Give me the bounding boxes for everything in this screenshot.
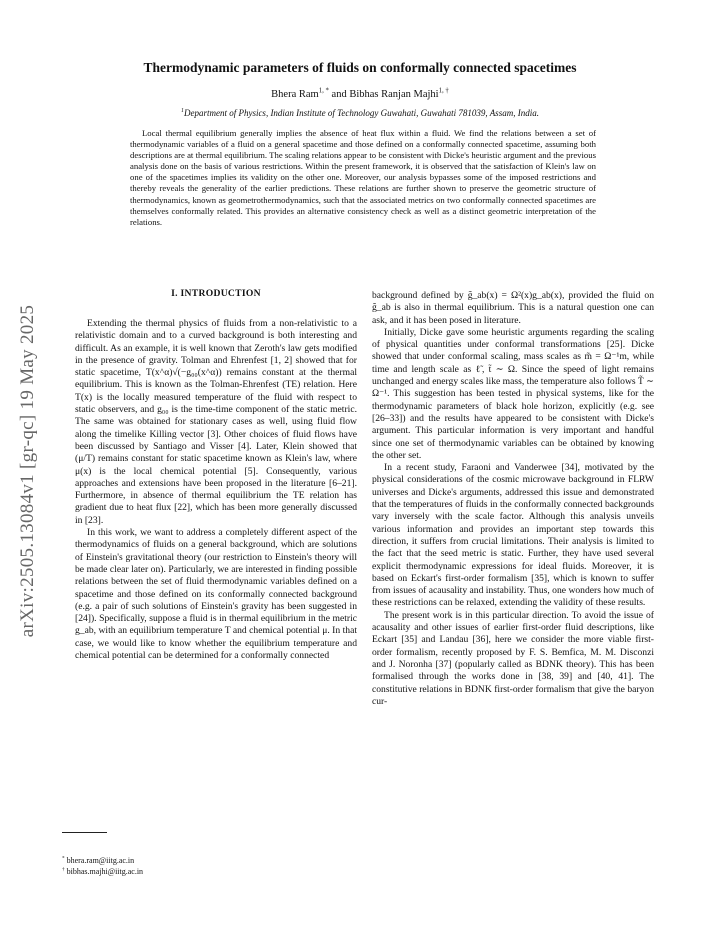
author-name: Bhera Ram <box>271 89 319 100</box>
arxiv-identifier: arXiv:2505.13084v1 [gr-qc] 19 May 2025 <box>17 304 38 638</box>
footnote-email: bhera.ram@iitg.ac.in <box>66 856 135 865</box>
right-column <box>372 290 654 708</box>
paragraph: Extending the thermal physics of fluids from a non-relativistic to a relativistic domain and to a curved background is both interesting and difficult. As an example, it is well known that Zeroth's law gets modified in the presence of gravity. Tolman and Ehrenfest [1, 2] showed that for static spacetime, T(x^α)√(−g₀₀(x^α)) remains constant at the thermal equilibrium. This is known as the Tolman-Ehrenfest (TE) relation. Here T(x) is the locally measured temperature of the fluid with respect to static observers, and g₀₀ is the time-time component of the static metric. The same was obtained for stationary cases as well, using fluid flow along the timelike Killing vector [3]. Other choices of fluid flows have been discussed by Santiago and Visser [4]. Later, Klein showed that (μ/T) remains constant for static spacetime known as Klein's law, where μ(x) is the local chemical potential [5]. Consequently, various approaches and extensions have been proposed in the literature [6–21]. Furthermore, in absence of thermal equilibrium the TE relation has gradient due to heat flux [22], which has been more generally discussed in [23]. <box>75 318 357 526</box>
author-name: Bibhas Ranjan Majhi <box>349 89 439 100</box>
paper-title: Thermodynamic parameters of fluids on conformally connected spacetimes <box>143 60 577 75</box>
author-mark: 1, † <box>438 87 449 95</box>
footnotes <box>62 855 362 877</box>
paragraph: In this work, we want to address a completely different aspect of the thermodynamics of fluids on a general background, which are solutions of Einstein's gravitational theory (our restriction to Einstein's theory will be made clear later on). Particularly, we are interested in finding possible relations between the set of fluid thermodynamic variables defined on a spacetime and those defined on its conformally connected background (e.g. a pair of such solutions of Einstein's gravity has been suggested in [24]). Specifically, suppose a fluid is in thermal equilibrium in the metric g_ab, with an equilibrium temperature T and chemical potential μ. In that case, we would like to know whether the equilibrium temperature and chemical potential can be determined for a conformally connected <box>75 527 357 662</box>
affiliation-mark: 1 <box>181 108 184 114</box>
author-line <box>60 89 660 100</box>
paragraph: Initially, Dicke gave some heuristic arguments regarding the scaling of physical quantities under conformal transformations [25]. Dicke showed that under conformal scaling, mass scales as m̃ = Ω⁻¹m, while time and length scale as ℓ̃, t̃ ∼ Ω. Since the speed of light remains unchanged and energy scales like mass, the temperature also follows T̃ ∼ Ω⁻¹. This suggestion has been tested in physical systems, like for the thermodynamic parameters of black hole horizon, explicitly (e.g. see [26–33]) and the results have appeared to be consistent with Dicke's argument. This particular information is very important and handful since one set of thermodynamic variables can be obtained by knowing the other set. <box>372 326 654 461</box>
footnote <box>62 866 362 877</box>
paragraph: background defined by g̃_ab(x) = Ω²(x)g_ab(x), provided the fluid on g̃_ab is also in thermal equilibrium. This is a natural question one can ask, and it has been posed in literature. <box>372 290 654 326</box>
paragraph: The present work is in this particular direction. To avoid the issue of acausality and other issues of earlier first-order fluid descriptions, like Eckart [35] and Landau [36], here we consider the more viable first-order formalism, recently proposed by F. S. Bemfica, M. M. Disconzi and J. Noronha [37] (popularly called as BDNK theory). This has been formalised through the works done in [38, 39] and [40, 41]. The constitutive relations in BDNK first-order formalism that give the baryon cur- <box>372 609 654 707</box>
section-heading: I. INTRODUCTION <box>171 288 261 299</box>
footnote-rule <box>62 832 107 833</box>
abstract-text: Local thermal equilibrium generally implies the absence of heat flux within a fluid. We find the relations between a set of thermodynamic variables of a fluid on a general spacetime and those defined on a conformally connected spacetime, assuming both descriptions are at thermal equilibrium. The scaling relations appear to be consistent with Dicke's heuristic argument and the previous analysis done on the basis of various restrictions. Within the present framework, it is observed that the satisfaction of Klein's law on one of the spacetimes implies its validity on the other one. Moreover, our analysis bypasses some of the imposed restrictions and thereby reveals the generality of the earlier predictions. These relations are further shown to preserve the geometric structure of thermodynamics, known as geometrothermodynamics, such that the associated metrics on two conformally connected spacetimes are themselves conformally related. This provides an alternative consistency check as well as a distinct geometric interpretation of the relations. <box>130 128 596 227</box>
footnote-email: bibhas.majhi@iitg.ac.in <box>66 867 144 876</box>
affiliation-text: Department of Physics, Indian Institute of Technology Guwahati, Guwahati 781039, Assam, India. <box>183 108 539 118</box>
left-column <box>75 318 357 662</box>
footnote-mark: † <box>62 866 65 873</box>
abstract <box>130 128 596 228</box>
paragraph: In a recent study, Faraoni and Vanderwee [34], motivated by the physical considerations of the cosmic microwave background in FLRW universes and Dicke's arguments, addressed this issue and demonstrated that the temperatures of fluids in the conformally connected backgrounds vary inversely with the scale factor. Although this analysis unveils various information and provides an important step towards this direction, it suffers from crucial limitations. Their analysis is limited to the fact that the seed metric is static. Further, they have used several explicit thermodynamic expressions for ideal fluids. Moreover, it is based on Eckart's first-order formalism [35], which is known to suffer from issues of acausality and instability. Thus, one wonders how much of these restrictions can be relaxed, extending the validity of these results. <box>372 462 654 609</box>
author-conjunction: and <box>331 89 347 100</box>
author-mark: 1, * <box>318 87 329 95</box>
footnote <box>62 855 362 866</box>
footnote-mark: * <box>62 855 65 862</box>
affiliation <box>60 108 660 118</box>
